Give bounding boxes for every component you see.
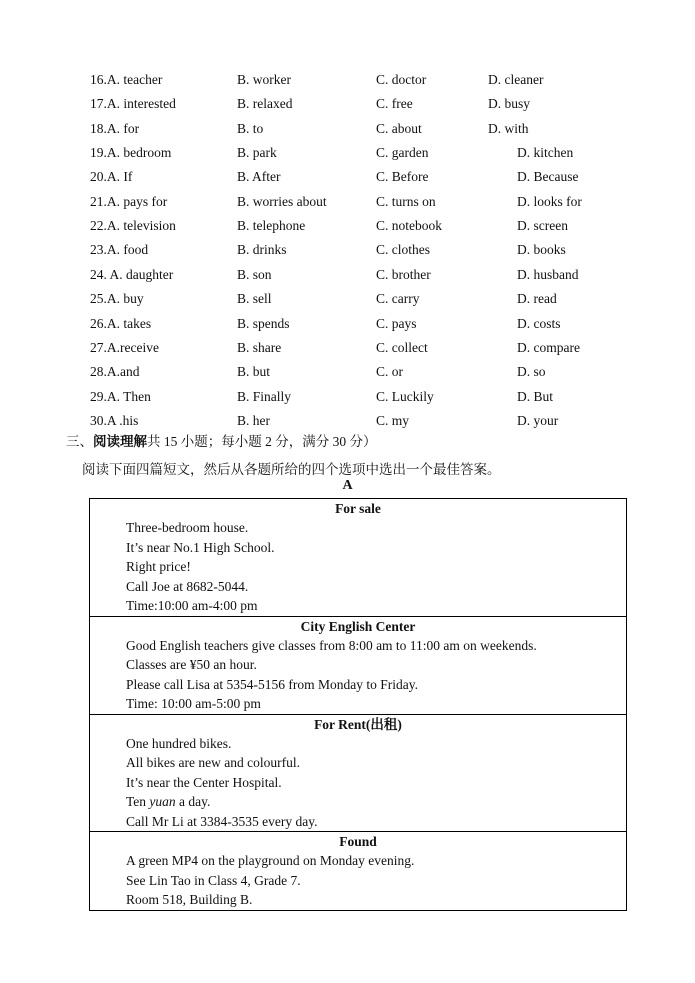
ad-line: Please call Lisa at 5354-5156 from Monday to Friday. [126, 676, 418, 692]
ad-english-center [90, 616, 626, 714]
ad-line: It’s near the Center Hospital. [126, 774, 282, 790]
option-b: B. spends [237, 315, 290, 331]
ad-line: Call Mr Li at 3384-3535 every day. [126, 813, 318, 829]
option-d: D. books [517, 242, 566, 258]
option-b: B. park [237, 145, 277, 161]
option-c: C. brother [376, 266, 431, 282]
option-d: D. so [517, 364, 546, 380]
option-b: B. worker [237, 72, 291, 87]
option-a: A.and [106, 364, 140, 380]
question-number-option-a [90, 288, 144, 310]
option-b: B. son [237, 266, 272, 282]
ad-line: Time: 10:00 am-5:00 pm [126, 696, 261, 711]
option-a: A. takes [106, 315, 152, 331]
option-a: A. Then [106, 388, 151, 404]
option-d: D. your [517, 412, 559, 428]
option-b: B. worries about [237, 193, 327, 209]
option-a: A. pays for [106, 193, 168, 209]
question-number-option-a [90, 93, 176, 115]
ad-for-sale [90, 499, 626, 616]
question-number: 25. [90, 291, 107, 307]
question-number-option-a [90, 239, 148, 261]
option-b: B. but [237, 364, 271, 380]
option-d: D. Because [517, 169, 579, 185]
question-number-option-a [90, 313, 151, 335]
option-d: D. kitchen [517, 145, 574, 161]
ad-line: Classes are ¥50 an hour. [126, 657, 257, 672]
option-c: C. pays [376, 315, 417, 331]
section-title: 三、阅读理解共 15 小题；每小题 2 分，满分 30 分） [66, 434, 377, 449]
option-a: A. buy [106, 291, 144, 307]
option-d: D. read [517, 291, 557, 307]
question-number-option-a [90, 337, 159, 359]
question-number-option-a [90, 166, 132, 188]
option-d: D. screen [517, 218, 568, 234]
option-a: A. daughter [109, 266, 174, 282]
option-b: B. After [237, 169, 281, 185]
option-d: D. busy [488, 96, 531, 112]
option-c: C. clothes [376, 242, 430, 258]
ad-line: Three-bedroom house. [126, 520, 249, 535]
ad-line: Call Joe at 8682-5044. [126, 578, 249, 594]
question-number: 16. [90, 72, 107, 87]
option-d: D. looks for [517, 193, 582, 209]
option-a: A. television [106, 218, 176, 234]
ad-line: Good English teachers give classes from 8:00 am to 11:00 am on weekends. [126, 637, 537, 653]
question-number: 18. [90, 120, 107, 136]
option-b: B. sell [237, 291, 272, 307]
option-c: C. or [376, 364, 403, 380]
option-c: C. about [376, 120, 422, 136]
option-c: C. Luckily [376, 388, 434, 404]
question-number: 22. [90, 218, 107, 234]
option-c: C. free [376, 96, 413, 112]
option-a: A. food [106, 242, 149, 258]
option-b: B. Finally [237, 388, 292, 404]
question-number: 19. [90, 145, 107, 161]
option-a: A. teacher [106, 72, 163, 87]
option-c: C. turns on [376, 193, 436, 209]
option-c: C. carry [376, 291, 420, 307]
option-b: B. share [237, 339, 282, 355]
question-number-option-a [90, 191, 167, 213]
ad-line: All bikes are new and colourful. [126, 755, 300, 770]
ad-line: A green MP4 on the playground on Monday evening. [126, 853, 415, 868]
question-number-option-a [90, 215, 176, 237]
option-c: C. doctor [376, 72, 427, 87]
option-d: D. cleaner [488, 72, 544, 87]
option-d: D. compare [517, 339, 580, 355]
option-d: D. costs [517, 315, 561, 331]
option-c: C. my [376, 412, 410, 428]
option-c: C. garden [376, 145, 429, 161]
option-a: A .his [106, 412, 139, 428]
ad-title: For Rent(出租) [314, 716, 402, 732]
ad-title: City English Center [300, 618, 416, 634]
ad-title: For sale [335, 501, 381, 516]
option-c: C. notebook [376, 218, 442, 234]
option-b: B. to [237, 120, 264, 136]
ad-line: One hundred bikes. [126, 735, 232, 751]
ad-line: Time:10:00 am-4:00 pm [126, 598, 258, 613]
option-b: B. drinks [237, 242, 287, 258]
question-number-option-a [90, 361, 140, 383]
question-number: 21. [90, 193, 107, 209]
question-number-option-a [90, 410, 138, 432]
ad-title: Found [339, 834, 377, 849]
ad-for-rent [90, 714, 626, 832]
option-c: C. collect [376, 339, 428, 355]
question-number-option-a [90, 264, 173, 286]
ad-line: See Lin Tao in Class 4, Grade 7. [126, 872, 301, 888]
option-a: A. bedroom [106, 145, 172, 161]
ad-line: Room 518, Building B. [126, 892, 253, 907]
question-number: 27. [90, 339, 107, 355]
question-number: 30. [90, 412, 107, 428]
question-number-option-a [90, 386, 151, 408]
option-a: A. If [106, 169, 133, 185]
ad-line: Ten yuan a day. [126, 794, 211, 809]
ad-found [90, 831, 626, 910]
question-number: 23. [90, 242, 107, 258]
question-number: 28. [90, 364, 107, 380]
option-a: A. for [106, 120, 140, 136]
passage-label: A [342, 478, 353, 493]
question-number: 24. [90, 266, 110, 282]
question-number-option-a [90, 142, 171, 164]
question-number: 17. [90, 96, 107, 112]
question-number: 20. [90, 169, 107, 185]
option-b: B. her [237, 412, 270, 428]
option-d: D. with [488, 120, 529, 136]
option-b: B. telephone [237, 218, 306, 234]
option-a: A.receive [106, 339, 159, 355]
option-c: C. Before [376, 169, 429, 185]
question-number: 26. [90, 315, 107, 331]
question-number: 29. [90, 388, 107, 404]
ad-line: Right price! [126, 559, 191, 574]
question-number-option-a [90, 118, 139, 140]
option-b: B. relaxed [237, 96, 293, 112]
option-d: D. husband [517, 266, 579, 282]
ads-table [89, 498, 627, 911]
option-d: D. But [517, 388, 554, 404]
question-number-option-a [90, 69, 162, 91]
section-instruction: 阅读下面四篇短文，然后从各题所给的四个选项中选出一个最佳答案。 [82, 462, 501, 477]
ad-line: It’s near No.1 High School. [126, 539, 275, 555]
option-a: A. interested [106, 96, 176, 112]
